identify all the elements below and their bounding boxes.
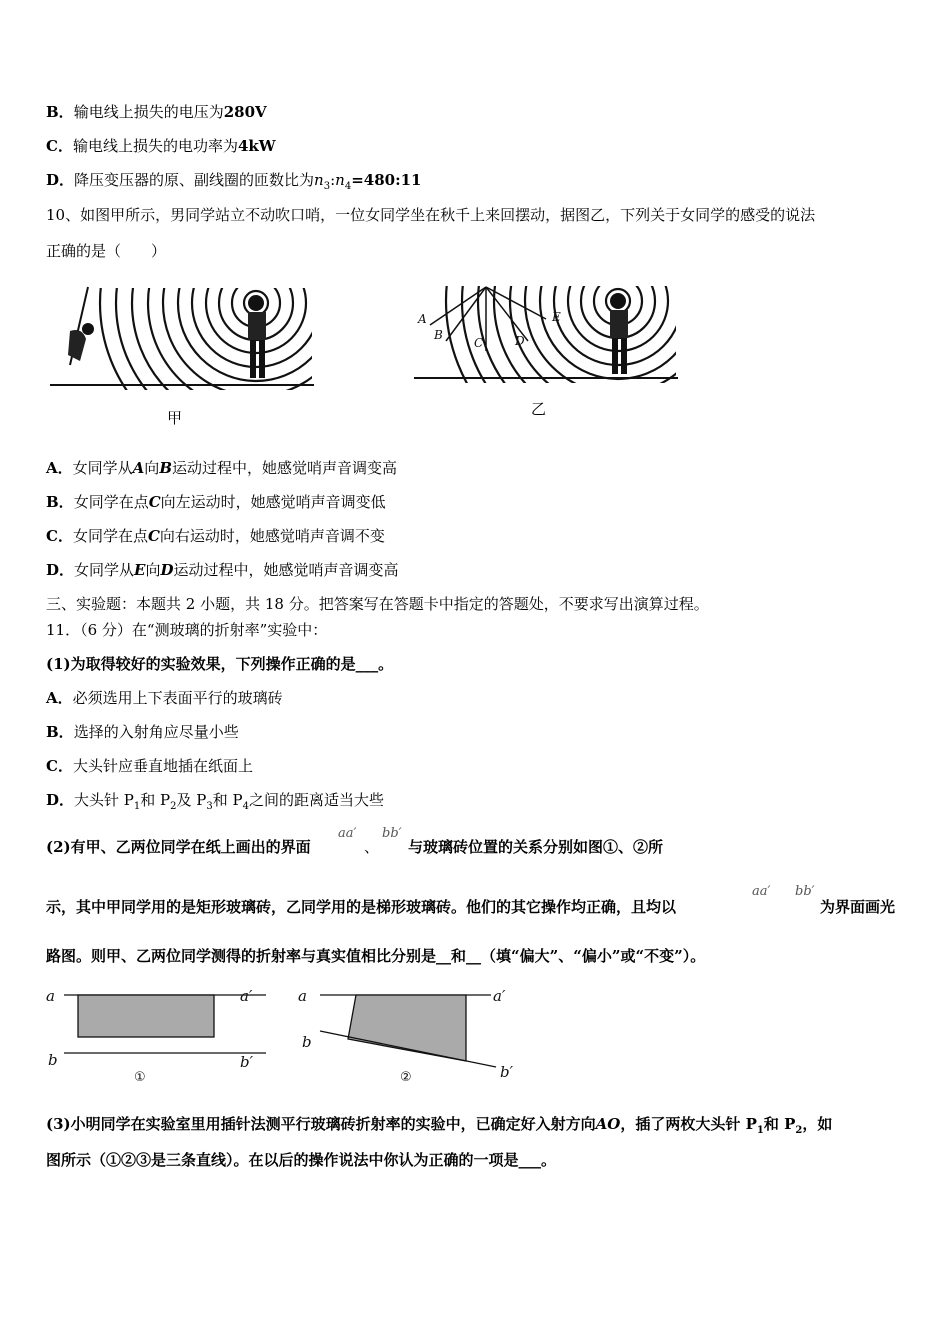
figure-yi	[412, 283, 682, 383]
sound-wave-rings	[100, 285, 318, 390]
point-d: D	[515, 334, 525, 348]
option-label: B．	[46, 723, 74, 741]
option-text: 降压变压器的原、副线圈的匝数比为	[74, 171, 315, 189]
math-bb: bb′	[795, 884, 815, 899]
figure-caption-yi: 乙	[531, 400, 547, 418]
sub: 1	[133, 801, 141, 812]
label-a: a	[298, 987, 307, 1005]
option-value: 4kW	[237, 137, 276, 155]
sub: 3	[323, 181, 331, 192]
section-heading: 三、实验题：本题共 2 小题，共 18 分。把答案写在答题卡中指定的答题处，不要求写出演算过程。	[46, 595, 709, 613]
option-label: B．	[46, 493, 74, 511]
q10-option-c	[46, 526, 385, 546]
sub: 2	[795, 1125, 803, 1136]
label-b-prime: b′	[240, 1053, 254, 1071]
q11-part3-line2: 图所示（①②③是三条直线）。在以后的操作说法中你认为正确的一项是___。	[46, 1151, 557, 1169]
q10-option-b	[46, 492, 386, 512]
point-a: A	[418, 312, 427, 326]
colon: :	[330, 171, 336, 189]
sub: 2	[170, 801, 177, 812]
figure-jia	[48, 285, 318, 390]
text: ，如	[802, 1115, 833, 1133]
option-text: 向右运动时，她感觉哨声音调不变	[159, 527, 385, 545]
q10-option-d	[46, 560, 399, 580]
boy-figure	[248, 295, 266, 378]
option-text: 大头针应垂直地插在纸面上	[72, 757, 253, 775]
option-text: 女同学从	[74, 561, 135, 579]
var-n: n	[314, 171, 324, 189]
figure-1-rect-glass	[44, 985, 269, 1085]
label-a: a	[46, 987, 55, 1005]
q11-part2-line2b: 为界面画光	[820, 898, 896, 916]
q11-p1-option-a	[46, 688, 283, 708]
glass-block	[78, 995, 214, 1037]
option-text: 之间的距离适当大些	[249, 791, 385, 809]
option-text: 向	[144, 459, 160, 477]
point-var: B	[159, 459, 172, 477]
q11-part2-line1a: (2)有甲、乙两位同学在纸上画出的界面	[46, 838, 311, 856]
label-b: b	[48, 1051, 58, 1069]
ratio: =480:11	[351, 171, 422, 189]
point-var: C	[147, 527, 160, 545]
option-text: 输电线上损失的电压为	[73, 103, 224, 121]
text: 和 P	[763, 1115, 796, 1133]
option-label: C．	[46, 137, 73, 155]
option-label: D．	[46, 561, 75, 579]
option-text: 女同学在点	[73, 493, 149, 511]
option-text: 运动过程中，她感觉哨声音调变高	[172, 459, 398, 477]
option-text: 输电线上损失的电功率为	[72, 137, 238, 155]
option-text: 必须选用上下表面平行的玻璃砖	[72, 689, 283, 707]
separator: 、	[364, 838, 380, 856]
option-label: A．	[46, 689, 73, 707]
sound-wave-rings	[446, 283, 682, 383]
text: (3)小明同学在实验室里用插针法测平行玻璃砖折射率的实验中，已确定好入射方向	[46, 1115, 596, 1133]
q10-stem-line2: 正确的是（ ）	[46, 242, 167, 260]
q11-part2-line3: 路图。则甲、乙两位同学测得的折射率与真实值相比分别是__和__（填“偏大”、“偏小”或“不变”）。	[46, 947, 706, 965]
q11-part1: (1)为取得较好的实验效果，下列操作正确的是___。	[46, 655, 394, 673]
sub: 4	[344, 181, 352, 192]
option-value: 280V	[223, 103, 267, 121]
label-b-prime: b′	[500, 1063, 514, 1081]
math-aa: aa′	[752, 884, 771, 899]
q11-part2-line1b: 与玻璃砖位置的关系分别如图①、②所	[408, 838, 664, 856]
label-b: b	[302, 1033, 312, 1051]
q11-p1-option-c	[46, 756, 253, 776]
glass-block	[348, 995, 466, 1061]
option-text: 向	[145, 561, 161, 579]
option-text: 大头针 P	[74, 791, 134, 809]
label-a-prime: a′	[493, 987, 506, 1005]
q10-stem-line1: 10、如图甲所示，男同学站立不动吹口哨，一位女同学坐在秋千上来回摆动，据图乙，下列关于女同学的感受的说法	[46, 206, 816, 224]
q10-option-a	[46, 458, 397, 478]
option-text: 女同学在点	[72, 527, 148, 545]
option-text: 和 P	[212, 791, 243, 809]
option-text: 及 P	[176, 791, 207, 809]
sub: 1	[756, 1125, 764, 1136]
sub: 3	[206, 801, 213, 812]
q11-stem: 11．（6 分）在“测玻璃的折射率”实验中：	[46, 621, 328, 639]
option-label: D．	[46, 791, 75, 809]
q11-p1-option-d	[46, 790, 384, 817]
figure-2-trapezoid-glass	[296, 985, 526, 1085]
point-e: E	[552, 310, 561, 324]
label-a-prime: a′	[240, 987, 253, 1005]
boy-figure	[610, 293, 628, 374]
figure-number: ②	[400, 1070, 412, 1085]
figure-caption-jia: 甲	[167, 409, 183, 427]
point-b: B	[434, 328, 443, 342]
option-label: C．	[46, 527, 73, 545]
point-var: D	[160, 561, 174, 579]
q11-part2-line2a: 示，其中甲同学用的是矩形玻璃砖，乙同学用的是梯形玻璃砖。他们的其它操作均正确，且均以	[46, 898, 677, 916]
var-n: n	[335, 171, 345, 189]
option-b-q9	[46, 102, 267, 122]
option-c-q9	[46, 136, 276, 156]
q11-part3-line1	[46, 1114, 832, 1141]
option-label: A．	[46, 459, 73, 477]
point-c: C	[474, 336, 484, 350]
point-var: C	[148, 493, 161, 511]
option-label: B．	[46, 103, 74, 121]
option-text: 向左运动时，她感觉哨声音调变低	[160, 493, 386, 511]
option-label: D．	[46, 171, 75, 189]
point-var: E	[134, 561, 146, 579]
math-bb: bb′	[382, 826, 402, 841]
sub: 4	[242, 801, 250, 812]
q11-p1-option-b	[46, 722, 239, 742]
option-text: 和 P	[140, 791, 171, 809]
var-ao: AO	[595, 1115, 621, 1133]
option-label: C．	[46, 757, 73, 775]
math-aa: aa′	[338, 826, 357, 841]
option-text: 女同学从	[72, 459, 133, 477]
point-var: A	[132, 459, 145, 477]
option-text: 选择的入射角应尽量小些	[73, 723, 239, 741]
girl-on-swing	[68, 287, 94, 365]
option-d-q9	[46, 170, 421, 197]
text: ，插了两枚大头针 P	[620, 1115, 757, 1133]
option-text: 运动过程中，她感觉哨声音调变高	[173, 561, 399, 579]
figure-number: ①	[134, 1070, 146, 1085]
